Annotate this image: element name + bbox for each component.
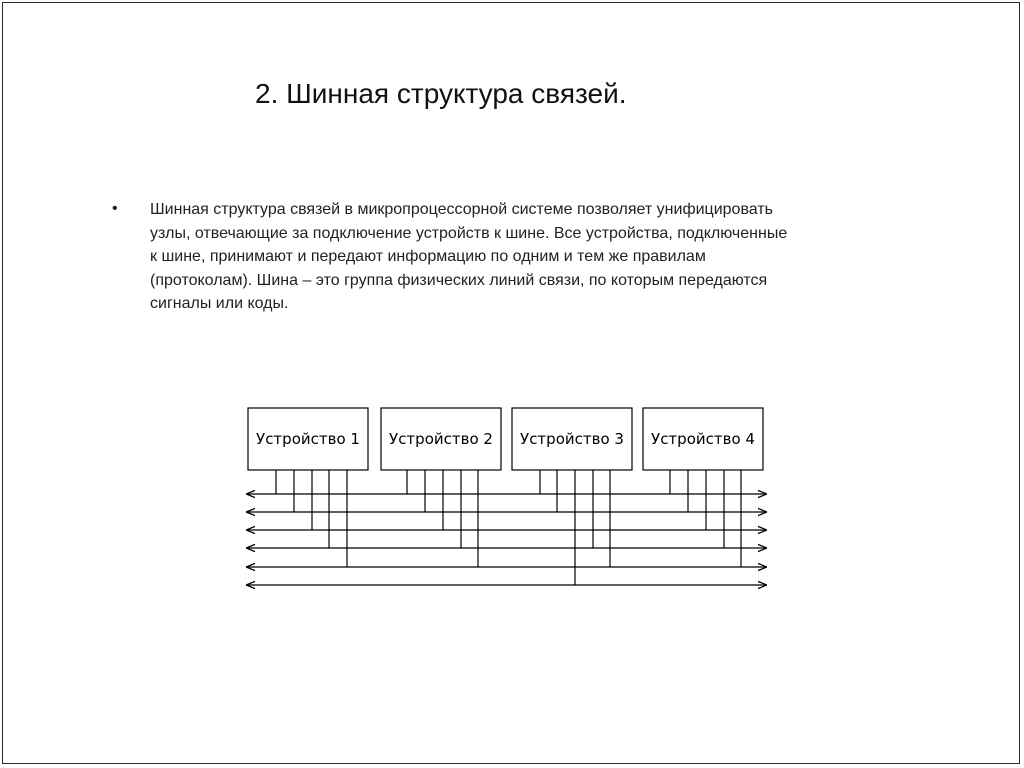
device-2-taps [407, 470, 478, 567]
device-2-label: Устройство 2 [389, 430, 493, 448]
slide-title: 2. Шинная структура связей. [255, 78, 627, 109]
device-4-box [643, 408, 763, 470]
bullet-line: узлы, отвечающие за подключение устройств к шине. Все устройства, подключенные [150, 224, 788, 242]
device-4-label: Устройство 4 [651, 430, 755, 448]
device-3-box [512, 408, 632, 470]
bullet-line: Шинная структура связей в микропроцессорной системе позволяет унифицировать [150, 201, 773, 218]
device-1-label: Устройство 1 [256, 430, 360, 448]
device-3-taps [540, 470, 610, 585]
device-1-taps [276, 470, 347, 567]
device-3-label: Устройство 3 [520, 430, 624, 448]
bullet-marker: • [112, 200, 118, 217]
device-2-box [381, 408, 501, 470]
bullet-line: к шине, принимают и передают информацию по одним и тем же правилам [150, 248, 706, 265]
device-4-taps [670, 470, 741, 567]
bullet-line: сигналы или коды. [150, 295, 289, 312]
bullet-line: (протоколам). Шина – это группа физических линий связи, по которым передаются [150, 271, 768, 289]
device-1-box [248, 408, 368, 470]
